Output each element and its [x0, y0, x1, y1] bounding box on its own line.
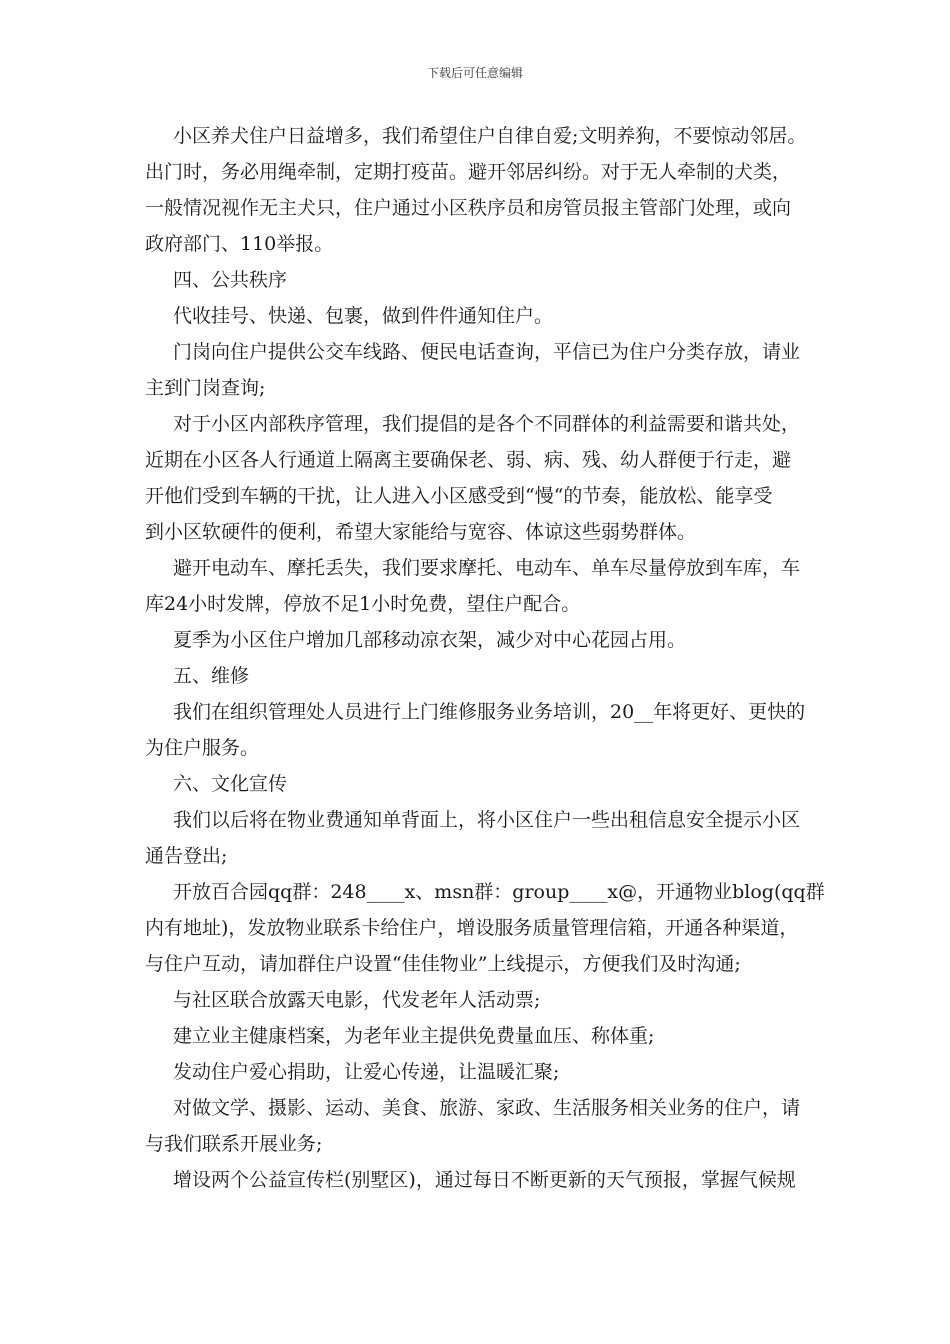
text-line: 开他们受到车辆的干扰，让人进入小区感受到“慢“的节奏，能放松、能享受 — [145, 485, 773, 507]
text-line: 一般情况视作无主犬只，住户通过小区秩序员和房管员报主管部门处理，或向 — [145, 197, 792, 219]
text-line: 对于小区内部秩序管理，我们提倡的是各个不同群体的利益需要和谐共处， — [173, 413, 801, 435]
text-line: 与社区联合放露天电影，代发老年人活动票; — [173, 989, 541, 1011]
section-heading: 五、维修 — [173, 665, 250, 687]
text-line: 为住户服务。 — [145, 737, 260, 759]
text-line: 发动住户爱心捐助，让爱心传递，让温暖汇聚; — [173, 1061, 560, 1083]
text-line: 与我们联系开展业务; — [145, 1133, 323, 1155]
text-line: 门岗向住户提供公交车线路、便民电话查询，平信已为住户分类存放，请业 — [173, 341, 801, 363]
text-line: 开放百合园qq群：248____x、msn群：group____x@，开通物业blog(qq群 — [173, 881, 825, 903]
text-line: 通告登出; — [145, 845, 228, 867]
text-line: 主到门岗查询; — [145, 377, 266, 399]
text-line: 政府部门、110举报。 — [145, 233, 334, 255]
document-body — [145, 118, 825, 1198]
text-line: 与住户互动，请加群住户设置“佳佳物业”上线提示，方便我们及时沟通; — [145, 953, 741, 975]
text-line: 增设两个公益宣传栏(别墅区)，通过每日不断更新的天气预报，掌握气候规 — [173, 1169, 796, 1191]
text-line: 我们在组织管理处人员进行上门维修服务业务培训，20__年将更好、更快的 — [173, 701, 806, 723]
page-header: 下载后可任意编辑 — [426, 66, 523, 80]
text-line: 小区养犬住户日益增多，我们希望住户自律自爱;文明养狗，不要惊动邻居。 — [173, 125, 807, 147]
text-line: 到小区软硬件的便利，希望大家能给与宽容、体谅这些弱势群体。 — [145, 521, 697, 543]
section-heading: 四、公共秩序 — [173, 269, 288, 291]
text-line: 近期在小区各人行通道上隔离主要确保老、弱、病、残、幼人群便于行走，避 — [145, 449, 792, 471]
text-line: 库24小时发牌，停放不足1小时免费，望住户配合。 — [145, 593, 581, 615]
text-line: 我们以后将在物业费通知单背面上，将小区住户一些出租信息安全提示小区 — [173, 809, 801, 831]
text-line: 建立业主健康档案，为老年业主提供免费量血压、称体重; — [173, 1025, 655, 1047]
text-line: 夏季为小区住户增加几部移动凉衣架，减少对中心花园占用。 — [173, 629, 687, 651]
text-line: 对做文学、摄影、运动、美食、旅游、家政、生活服务相关业务的住户，请 — [173, 1097, 801, 1119]
text-line: 代收挂号、快递、包裹，做到件件通知住户。 — [173, 305, 554, 327]
text-line: 避开电动车、摩托丢失，我们要求摩托、电动车、单车尽量停放到车库，车 — [173, 557, 801, 579]
section-heading: 六、文化宣传 — [173, 773, 288, 795]
text-line: 出门时，务必用绳牵制，定期打疫苗。避开邻居纠纷。对于无人牵制的犬类， — [145, 161, 792, 183]
text-line: 内有地址)，发放物业联系卡给住户，增设服务质量管理信箱，开通各种渠道， — [145, 917, 799, 939]
